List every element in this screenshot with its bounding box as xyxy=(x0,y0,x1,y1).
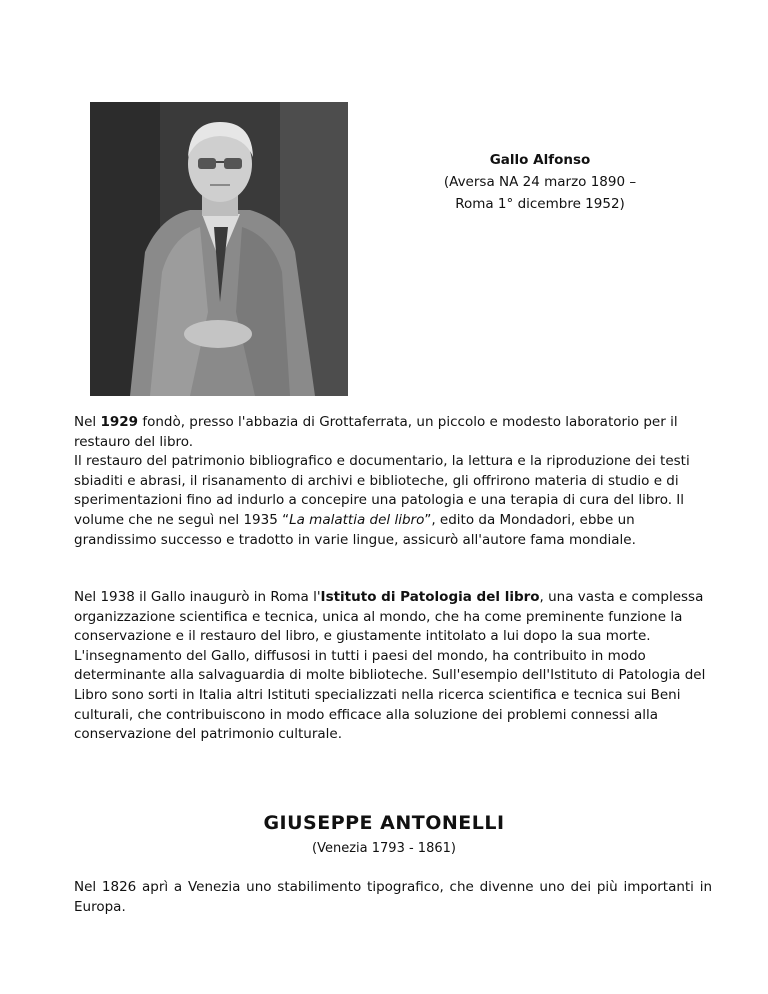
book-title: La malattia del libro xyxy=(289,511,425,528)
paragraph: Nel 1826 aprì a Venezia uno stabilimento tipografico, che divenne uno dei più importanti in Europa. xyxy=(74,879,712,915)
caption-death: Roma 1° dicembre 1952) xyxy=(455,196,625,212)
portrait-caption xyxy=(420,149,660,215)
paragraph: L'insegnamento del Gallo, diffusosi in tutti i paesi del mondo, ha contribuito in modo determinante alla salvaguardia di molte biblioteche. Sull'esempio dell'Istituto di Patologia del Libro sono sorti in Italia altri Istituti specializzati nella ricerca scientifica e tecnica sui Beni culturali, che contribuiscono in modo efficace alla soluzione dei problemi connessi alla conservazione del patrimonio culturale. xyxy=(74,647,706,743)
gallo-biography-part1 xyxy=(74,413,712,550)
paragraph: Nel 1929 fondò, presso l'abbazia di Grottaferrata, un piccolo e modesto laboratorio per il restauro del libro. xyxy=(74,414,678,450)
paragraph: Nel 1938 il Gallo inaugurò in Roma l'Istituto di Patologia del libro, una vasta e complessa organizzazione scientifica e tecnica, unica al mondo, che ha come preminente funzione la conservazione e il restauro del libro, e giustamente intitolato a lui dopo la sua morte. xyxy=(74,589,704,645)
section-subheading: (Venezia 1793 - 1861) xyxy=(312,841,456,856)
paragraph: Il restauro del patrimonio bibliografico e documentario, la lettura e la riproduzione dei testi sbiaditi e abrasi, il risanamento di archivi e biblioteche, gli offrirono materia di studio e di sperimentazioni fino ad indurlo a concepire una patologia e una terapia di cura del libro. Il volume che ne seguì nel 1935 “La malattia del libro”, edito da Mondadori, ebbe un grandissimo successo e tradotto in varie lingue, assicurò all'autore fama mondiale. xyxy=(74,453,690,548)
portrait-illustration xyxy=(90,102,348,396)
institute-name: Istituto di Patologia del libro xyxy=(320,589,540,605)
year-highlight: 1929 xyxy=(100,414,139,430)
caption-birth: (Aversa NA 24 marzo 1890 – xyxy=(443,174,637,190)
caption-name: Gallo Alfonso xyxy=(489,152,591,168)
gallo-biography-part2 xyxy=(74,588,712,745)
antonelli-biography xyxy=(74,878,712,917)
section-heading: GIUSEPPE ANTONELLI xyxy=(263,812,505,834)
portrait-photo xyxy=(90,102,348,396)
